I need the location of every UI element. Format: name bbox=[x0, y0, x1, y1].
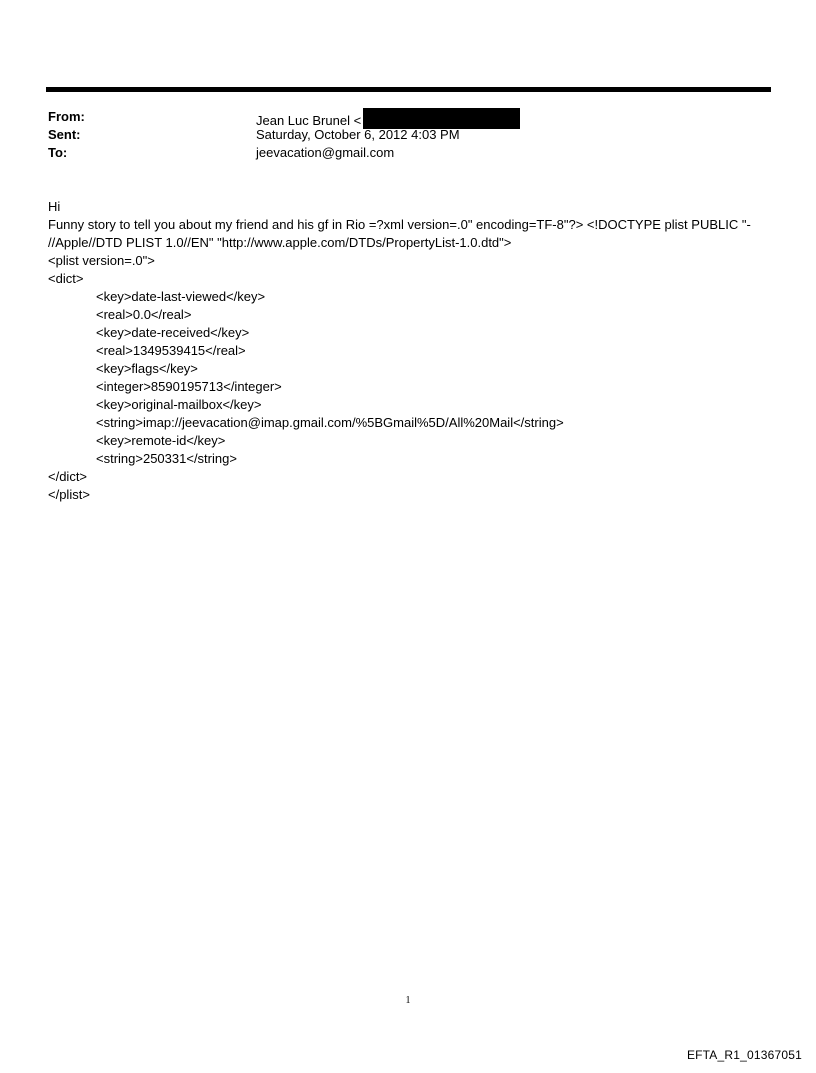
body-line: Funny story to tell you about my friend and his gf in Rio =?xml version=.0" encoding=TF-8"?> <!DOCTYPE plist PUBLIC "- bbox=[48, 217, 751, 232]
body-line: <plist version=.0"> bbox=[48, 253, 155, 268]
to-label: To: bbox=[48, 145, 68, 160]
dict-line: <key>flags</key> bbox=[96, 361, 198, 376]
from-sender: Jean Luc Brunel < bbox=[256, 113, 362, 128]
email-body bbox=[48, 198, 778, 504]
to-value: jeevacation@gmail.com bbox=[256, 145, 395, 160]
sent-label: Sent: bbox=[48, 127, 81, 142]
body-line: //Apple//DTD PLIST 1.0//EN" "http://www.apple.com/DTDs/PropertyList-1.0.dtd"> bbox=[48, 235, 512, 250]
body-line: <dict> bbox=[48, 271, 84, 286]
dict-line: <string>imap://jeevacation@imap.gmail.com/%5BGmail%5D/All%20Mail</string> bbox=[96, 415, 564, 430]
body-line: </plist> bbox=[48, 487, 90, 502]
dict-line: <real>1349539415</real> bbox=[96, 343, 246, 358]
sent-value: Saturday, October 6, 2012 4:03 PM bbox=[256, 127, 460, 142]
greeting: Hi bbox=[48, 199, 61, 214]
dict-line: <integer>8590195713</integer> bbox=[96, 379, 282, 394]
header-rule bbox=[46, 87, 771, 92]
body-line: </dict> bbox=[48, 469, 88, 484]
dict-line: <real>0.0</real> bbox=[96, 307, 192, 322]
bates-number: EFTA_R1_01367051 bbox=[686, 1048, 802, 1062]
dict-line: <string>250331</string> bbox=[96, 451, 237, 466]
dict-line: <key>remote-id</key> bbox=[96, 433, 226, 448]
page-number: 1 bbox=[405, 995, 411, 1006]
dict-line: <key>date-last-viewed</key> bbox=[96, 289, 266, 304]
dict-line: <key>original-mailbox</key> bbox=[96, 397, 262, 412]
dict-line: <key>date-received</key> bbox=[96, 325, 250, 340]
from-label: From: bbox=[48, 109, 85, 124]
